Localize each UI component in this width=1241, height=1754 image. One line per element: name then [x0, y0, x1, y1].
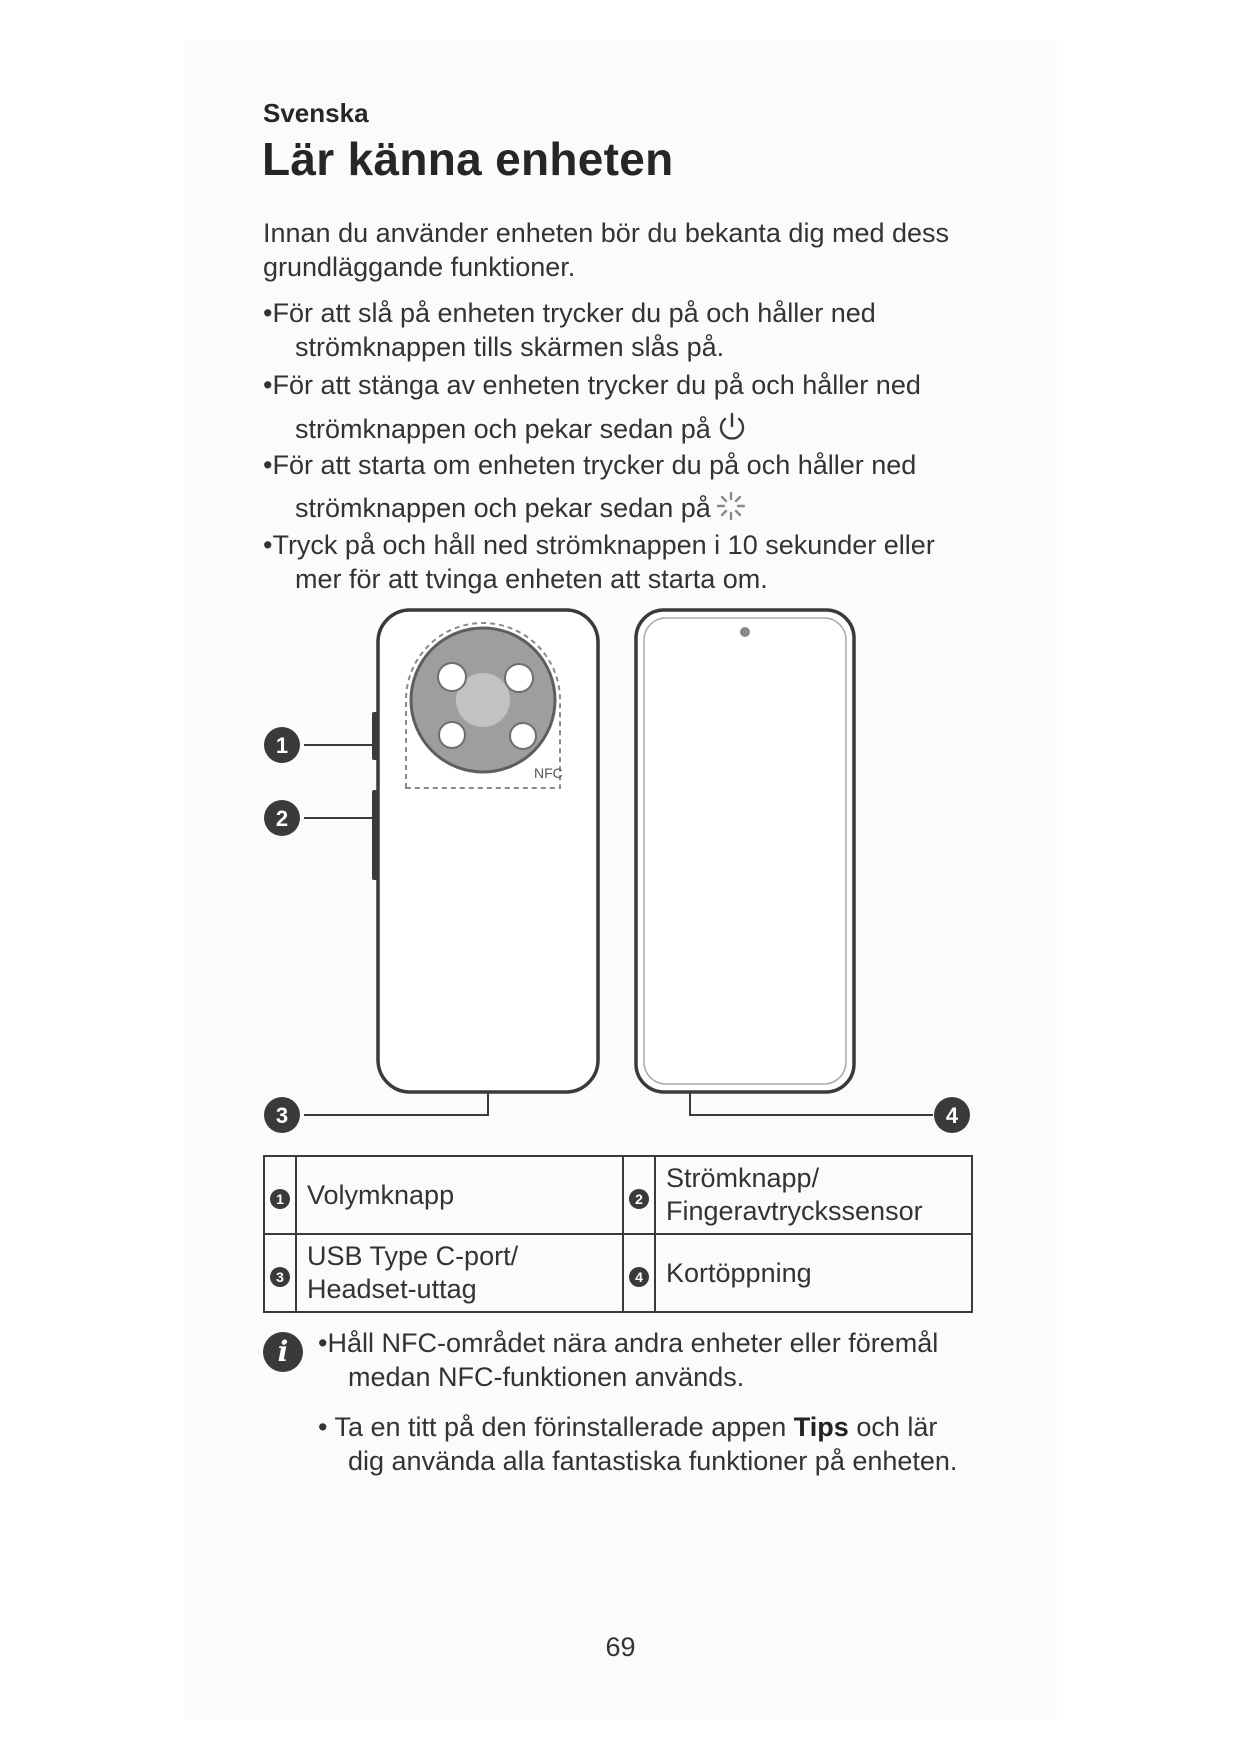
callout-2	[264, 800, 300, 836]
camera-lens	[505, 664, 533, 692]
camera-lens	[438, 663, 466, 691]
part-label: Kortöppning	[666, 1257, 812, 1288]
table-cell-label	[296, 1234, 623, 1312]
part-number-badge: 2	[629, 1189, 649, 1209]
callout-1-label: 1	[275, 733, 289, 758]
bullet-line: •För att stänga av enheten trycker du på och håller ned	[263, 370, 921, 400]
part-label-line: Fingeravtryckssensor	[666, 1196, 923, 1226]
bullet-line: strömknappen tills skärmen slås på.	[295, 332, 725, 362]
note-line: medan NFC-funktionen används.	[348, 1362, 745, 1392]
page-number: 69	[605, 1632, 636, 1662]
table-cell-label	[296, 1156, 623, 1234]
part-number-badge: 3	[270, 1267, 290, 1287]
table-cell-number	[623, 1234, 655, 1312]
part-number-badge: 4	[629, 1267, 649, 1287]
parts-table	[263, 1155, 973, 1313]
bullet-line: strömknappen och pekar sedan på	[295, 493, 711, 524]
bullet-line: mer för att tvinga enheten att starta om.	[295, 564, 768, 594]
part-label: Volymknapp	[307, 1179, 455, 1210]
note-line: dig använda alla fantastiska funktioner på enheten.	[348, 1446, 958, 1476]
bullet-line: strömknappen och pekar sedan på	[295, 414, 711, 445]
callout-1	[264, 727, 300, 763]
tips-app-name: Tips	[793, 1412, 849, 1442]
intro-paragraph: Innan du använder enheten bör du bekanta dig med dess grundläggande funktioner.	[263, 218, 950, 282]
note-text: • Ta en titt på den förinstallerade appen	[318, 1412, 794, 1442]
part-label-line: Headset-uttag	[307, 1274, 477, 1304]
part-number-badge: 1	[270, 1189, 290, 1209]
table-cell-number	[264, 1156, 296, 1234]
table-row	[264, 1156, 972, 1234]
callout-3	[264, 1097, 300, 1133]
part-label-line: Strömknapp/	[666, 1163, 820, 1193]
bullet-line: •Tryck på och håll ned strömknappen i 10 sekunder eller	[263, 530, 935, 560]
note-nfc	[318, 1326, 998, 1394]
callout-4-label: 4	[945, 1103, 959, 1128]
note-text: och lär	[848, 1412, 938, 1442]
info-icon: i	[263, 1332, 303, 1372]
front-camera	[740, 627, 750, 637]
table-row	[264, 1234, 972, 1312]
language-label: Svenska	[263, 98, 369, 128]
part-label-line: USB Type C-port/	[307, 1241, 519, 1271]
note-line: •Håll NFC-området nära andra enheter eller föremål	[318, 1328, 939, 1358]
page-title: Lär känna enheten	[262, 133, 674, 185]
camera-lens	[439, 722, 465, 748]
callout-3-label: 3	[275, 1103, 289, 1128]
note-tips	[318, 1410, 998, 1478]
table-cell-label	[655, 1156, 972, 1234]
volume-button	[372, 712, 378, 760]
callout-2-label: 2	[275, 806, 289, 831]
table-cell-number	[623, 1156, 655, 1234]
table-cell-number	[264, 1234, 296, 1312]
callout-4	[934, 1097, 970, 1133]
bullet-line: •För att starta om enheten trycker du på och håller ned	[263, 450, 917, 480]
table-cell-label	[655, 1234, 972, 1312]
camera-lens	[510, 723, 536, 749]
phone-front-outline	[636, 610, 854, 1092]
nfc-label: NFC	[534, 765, 563, 781]
power-button	[372, 790, 378, 880]
bullet-line: •För att slå på enheten trycker du på och håller ned	[263, 298, 876, 328]
